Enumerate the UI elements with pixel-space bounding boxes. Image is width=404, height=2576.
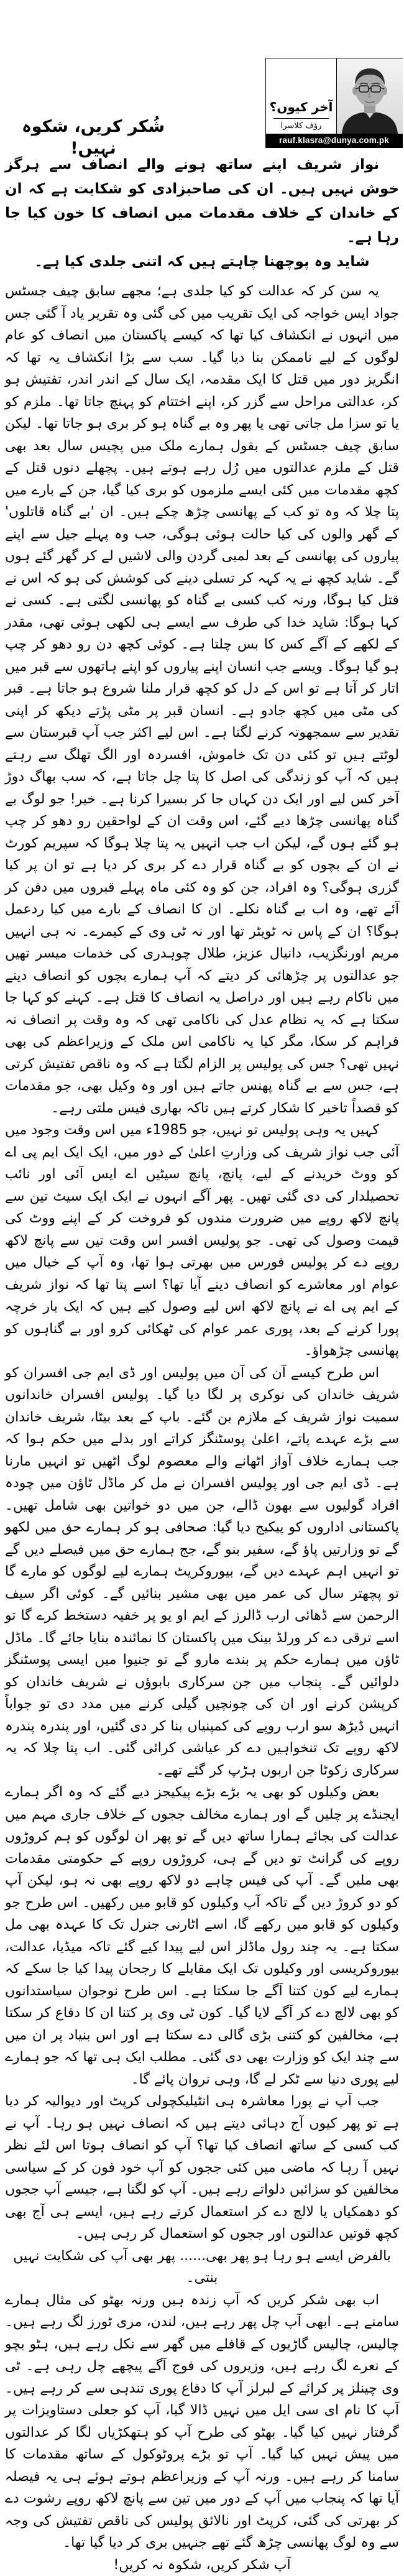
author-photo [336, 58, 402, 134]
body-paragraph: بعض وکیلوں کو بھی یہ بڑے بڑے پیکیجز دیے گئے کہ وہ اگر ہمارے ایجنڈے پر چلیں گے اور ہمارے مخالف ججوں کے خلاف جاری مہم میں عدالت کی بجائے ہمارا ساتھ دیں گے تو پھر ان لوگوں کو ہم کروڑوں روپے کی گرانٹ تو دیں گے ہی، کروڑوں روپے کے حکومتی مقدمات بھی ملیں گے۔ آپ کی فیس چاہے دو لاکھ روپے بھی نہ ہو، لیکن آپ کو دو کروڑ دیں گے تاکہ آپ وکیلوں کو قابو میں رکھیں۔ اس طرح جو وکیلوں کو قابو میں رکھے گا، اسے اٹارنی جنرل تک کا عہدہ بھی مل سکتا ہے۔ یہ چند رول ماڈلز اس لیے پیدا کیے گئے تاکہ میڈیا، عدالت، بیوروکریسی اور وکیلوں تک ایک مقابلے کا رجحان پیدا کیا جا سکے کہ ہمارے لیے کون کتنا آگے جا سکتا ہے۔ اس طرح نوجوان سیاستدانوں کو بھی لالچ دے کر آگے لایا گیا۔ کون ٹی وی پر کتنا ان کا دفاع کر سکتا ہے، مخالفین کو کتنی بڑی گالی دے سکتا ہے اور اس بنیاد پر ان میں سے چند ایک کو وزارت بھی دی گئی۔ مطلب ایک ہی تھا کہ جو ہمارے لیے پوری دنیا سے ٹکر لے گا، وہی نروان پائے گا۔ [5, 1781, 399, 2090]
author-name: رؤف کلاسرا [281, 121, 322, 131]
body-paragraph: جب آپ نے پورا معاشرہ ہی انٹیلیکچولی کرپٹ اور دیوالیہ کر دیا ہے تو پھر کیوں آج دہائی دیتے ہیں کہ انصاف نہیں ہو رہا۔ آپ نے کب کسی کے ساتھ انصاف کیا تھا؟ آپ کو انصاف ہوتا اس لئے نظر نہیں آ رہا کہ ماضی میں کئی ججوں کو آپ خود فون کر کے سیاسی مخالفین کو سزائیں دلواتے رہے ہیں۔ آپ کو لگتا ہے، جیسے آپ ججوں کو دھمکیاں یا لالچ دے کر استعمال کرتے رہے ہیں، ایسے ہی آج بھی کچھ قوتیں عدالتوں اور ججوں کو استعمال کر رہی ہیں۔ [5, 2090, 399, 2245]
body-paragraph: اب بھی شکر کریں کہ آپ زندہ ہیں ورنہ بھٹو کی مثال ہمارے سامنے ہے۔ ابھی آپ چل پھر رہے ہیں، لندن، مری ٹورز لگ رہے ہیں۔ چالیس، چالیس گاڑیوں کے قافلے میں گھر سے نکل رہے ہیں، ہٹو بچو کے نعرے لگ رہے ہیں، وزیروں کی فوج آگے پیچھے چل رہی ہے۔ ٹی وی چینلز پر کرائے کے لبرلز آپ کا دفاع پوری تندہی سے کر رہے ہیں۔ آپ کا نام ای سی ایل میں نہیں ڈالا گیا، آپ کو جعلی دستاویزات پر گرفتار نہیں کیا گیا۔ بھٹو کی طرح آپ کو ہتھکڑیاں لگا کر عدالتوں میں پیش نہیں کیا گیا۔ آپ تو بڑے پروٹوکول کے ساتھ مقدمات کا سامنا کر رہے ہیں۔ ورنہ آپ کے وزیراعظم ہوتے ہوئے ہی یہ فیصلہ آیا تھا کہ پنجاب میں آپ کے دور میں تین سے پانچ لاکھ روپے رشوت دے کر بھرتی کی گئی، کرپٹ اور نالائق پولیس کی ناقص تفتیش کی وجہ سے وہ لوگ پھانسی چڑھ گئے تھے جنہیں بری کر دیا گیا تھا۔ [5, 2289, 399, 2554]
body-paragraph: کہیں یہ وہی پولیس تو نہیں، جو 1985ء میں اس وقت وجود میں آئی جب نواز شریف کی وزارتِ اعلیٰ کے دور میں، ایک ایک ایم پی اے کو ووٹ خریدنے کے لیے، پانچ، پانچ سیٹیں اے ایس آئی اور نائب تحصیلدار کی دی گئی تھیں۔ پھر آگے انہوں نے ایک ایک سیٹ تین سے پانچ لاکھ روپے میں ضرورت مندوں کو فروخت کر کے اپنے ووٹ کی قیمت وصول کی تھی۔ جو پولیس افسر اس وقت تین سے پانچ لاکھ روپے دے کر پولیس فورس میں بھرتی ہوا تھا، وہ آپ کے خیال میں عوام اور معاشرے کو انصاف دینے آیا تھا؟ اسے پتا تھا کہ نواز شریف کے ایم پی اے نے پانچ لاکھ اس لیے وصول کیے ہیں کہ ایک بار خرچہ پورا کرنے کے بعد، پوری عمر عوام کی ٹھکائی کرو اور بے گناہوں کو پھانسی چڑھواؤ۔ [5, 1119, 399, 1362]
intro-paragraph: نواز شریف اپنے ساتھ ہونے والے انصاف سے ہرگز خوش نہیں ہیں۔ ان کی صاحبزادی کو شکایت ہے کہ ان کے خاندان کے خلاف مقدمات میں انصاف کا خون کیا جا رہا ہے۔ [5, 153, 399, 250]
body-paragraph: اس طرح کیسے آن کی آن میں پولیس اور ڈی ایم جی افسران کو شریف خاندان کی نوکری پر لگا دیا گیا۔ پولیس افسران خاندانوں سمیت نواز شریف کے ملازم بن گئے۔ باپ کے بعد بیٹا، شریف خاندان سے بڑے عہدے پاتے، اعلیٰ پوسٹنگز کراتے اور بدلے میں حکم ہوا کہ جب ہمارے خلاف آواز اٹھانے والے معصوم لوگ اٹھیں تو انہیں مارنا ہے۔ ڈی ایم جی اور پولیس افسران نے مل کر ماڈل ٹاؤن میں چودہ افراد گولیوں سے بھون ڈالے، جن میں دو خواتین بھی شامل تھیں۔ پاکستانی اداروں کو پیکیج دیا گیا: صحافی ہو کر ہمارے حق میں لکھو گے تو وزارتیں پاؤ گے، سفیر بنو گے، جج ہمارے حق میں فیصلے دیں گے تو انہیں اہم عہدے دیں گے، بیوروکریٹ ہمارے لیے لوگوں کو مارے گا تو پچھتر سال کی عمر میں بھی مشیر بنائیں گے۔ کوئی اگر سیف الرحمن سے ڈھائی ارب ڈالرز کے ایم او یو پر خفیہ دستخط کرے گا تو اسے ترقی دے کر ورلڈ بینک میں پاکستان کا نمائندہ بنایا جائے گا۔ ماڈل ٹاؤن میں ہمارے حکم پر بندے مارو گے تو جنیوا میں ایسی پوسٹنگز دلوائیں گے۔ پنجاب میں جن سرکاری بابوؤں نے شریف خاندان کو کرپشن کرنے اور ان کی چونچیں گیلی کرنے میں مدد دی تو جواباً انہیں ڈیڑھ سو ارب روپے کی کمپنیاں بنا کر دی گئیں، اور پندرہ پندرہ لاکھ روپے تک تنخواہیں دے کر عیاشی کرائی گئی۔ اب پتا چلا کہ یہ سرکاری زکوٹا جن اربوں ہڑپ کر گئے تھے۔ [5, 1362, 399, 1782]
body-paragraph: بالفرض ایسے ہو رہا ہو پھر بھی...... پھر بھی آپ کی شکایت نہیں بنتی۔ [5, 2245, 399, 2289]
article-headline: شُکر کریں، شکوہ نہیں! [3, 116, 183, 159]
intro-paragraph: شاید وہ پوچھنا چاہتے ہیں کہ اتنی جلدی کیا ہے۔ [5, 250, 399, 274]
closing-line: آپ شکر کریں، شکوہ نہ کریں! [5, 2554, 399, 2576]
title-divider [273, 118, 329, 119]
masthead-title-block [266, 58, 336, 134]
column-masthead [265, 58, 403, 148]
body-paragraph: یہ سن کر کہ عدالت کو کیا جلدی ہے؛ مجھے سابق چیف جسٹس جواد ایس خواجہ کی ایک تقریب میں کی گئی وہ تقریر یاد آ گئی جس میں انہوں نے انکشاف کیا تھا کہ کیسے پاکستان میں انصاف کو عام لوگوں کے لیے ناممکن بنا دیا گیا۔ سب سے بڑا انکشاف یہ تھا کہ انگریز دور میں قتل کا ایک مقدمہ، ایک سال کے اندر اندر، تفتیش ہو کر، عدالتی مراحل سے گزر کر، اپنے اختتام کو پہنچ جاتا تھا۔ ملزم کو یا تو سزا مل جاتی تھی یا پھر وہ بے گناہ ہو کر بری ہو جاتا تھا۔ لیکن سابق چیف جسٹس کے بقول ہمارے ملک میں پچیس سال بعد بھی قتل کے ملزم عدالتوں میں رُل رہے ہوتے ہیں۔ پچھلے دنوں قتل کے کچھ مقدمات میں کئی ایسے ملزموں کو بری کیا گیا، جن کے بارے میں پتا چلا کہ وہ تو کب کے پھانسی چڑھ چکے ہیں۔ ان 'بے گناہ قاتلوں' کے گھر والوں کی کیا حالت ہوئی ہوگی، جب وہ پہلے جیل سے اپنے پیاروں کی پھانسی کے بعد لمبی گردن والی لاشیں لے کر گھر گئے ہوں گے۔ شاید کچھ نے یہ کہہ کر تسلی دینے کی کوشش کی ہو کہ اس نے قتل کیا ہوگا، ورنہ کب کسی بے گناہ کو پھانسی لگتی ہے۔ کسی نے کہا ہوگا: شاید خدا کی طرف سے ایسے ہی لکھی ہوئی تھی، مقدر کے لکھے کے آگے کس کا بس چلتا ہے۔ کوئی کچھ دن رو دھو کر چپ ہو گیا ہوگا۔ ویسے جب انسان اپنے پیاروں کو اپنے ہاتھوں سے قبر میں اتار کر آتا ہے تو اس کے دل کو کچھ قرار ملنا شروع ہو جاتا ہے۔ قبر کی مٹی میں کچھ جادو ہے۔ انسان قبر پر مٹی پڑتے دیکھ کر اپنی تقدیر سے سمجھوتہ کرنے لگتا ہے۔ اس لیے اکثر جب آپ قبرستان سے لوٹتے ہیں تو کئی دن تک خاموش، افسردہ اور الگ تھلگ سے رہتے ہیں کہ آپ کو زندگی کی اصل کا پتا چل جاتا ہے، کہ سب بھاگ دوڑ آخر کس لیے اور ایک دن کہاں جا کر بسیرا کرنا ہے۔ خیر! جو لوگ بے گناہ پھانسی چڑھا دیے گئے، اس وقت ان کے لواحقین رو دھو کر چپ ہو گئے ہوں گے، لیکن اب جب انہیں یہ پتا چلا ہوگا کہ سپریم کورٹ نے ان کے بچوں کو بے گناہ قرار دے کر بری کر دیا ہے تو ان پر کیا گزری ہوگی؟ وہ افراد، جن کو وہ کئی ماہ پہلے قبروں میں دفن کر آئے تھے، وہ اب بے گناہ نکلے۔ ان کا انصاف کے بارے میں کیا ردعمل ہوگا؟ ان کے پاس نہ ٹویٹر تھا اور نہ ٹی وی کے کیمرے۔ نہ ہی انہیں مریم اورنگزیب، دانیال عزیز، طلال چوہدری کی خدمات میسر تھیں جو عدالتوں پر چڑھائی کر دیتے کہ آپ ہمارے بچوں کو انصاف دینے میں ناکام رہے ہیں اور دراصل یہ انصاف کا قتل ہے۔ کہنے کو کہا جا سکتا ہے کہ یہ نظام عدل کی ناکامی تھی کہ وہ وقت پر انصاف نہ فراہم کر سکا، مگر کیا یہ ناکامی اس ملک کے وزیراعظم کی بھی نہیں تھی؟ جس کی پولیس پر الزام لگتا ہے کہ وہ ناقص تفتیش کرتی ہے، جس سے بے گناہ پھنس جاتے ہیں اور وہ وکیل بھی، جو مقدمات کو قصداً تاخیر کا شکار کرتے ہیں تاکہ بھاری فیس ملتی رہے۔ [5, 280, 399, 1119]
column-title: آخر کیوں؟ [270, 100, 333, 114]
masthead-row [266, 58, 402, 134]
author-email: rauf.klasra@dunya.com.pk [266, 134, 402, 147]
article-body [5, 153, 399, 1779]
